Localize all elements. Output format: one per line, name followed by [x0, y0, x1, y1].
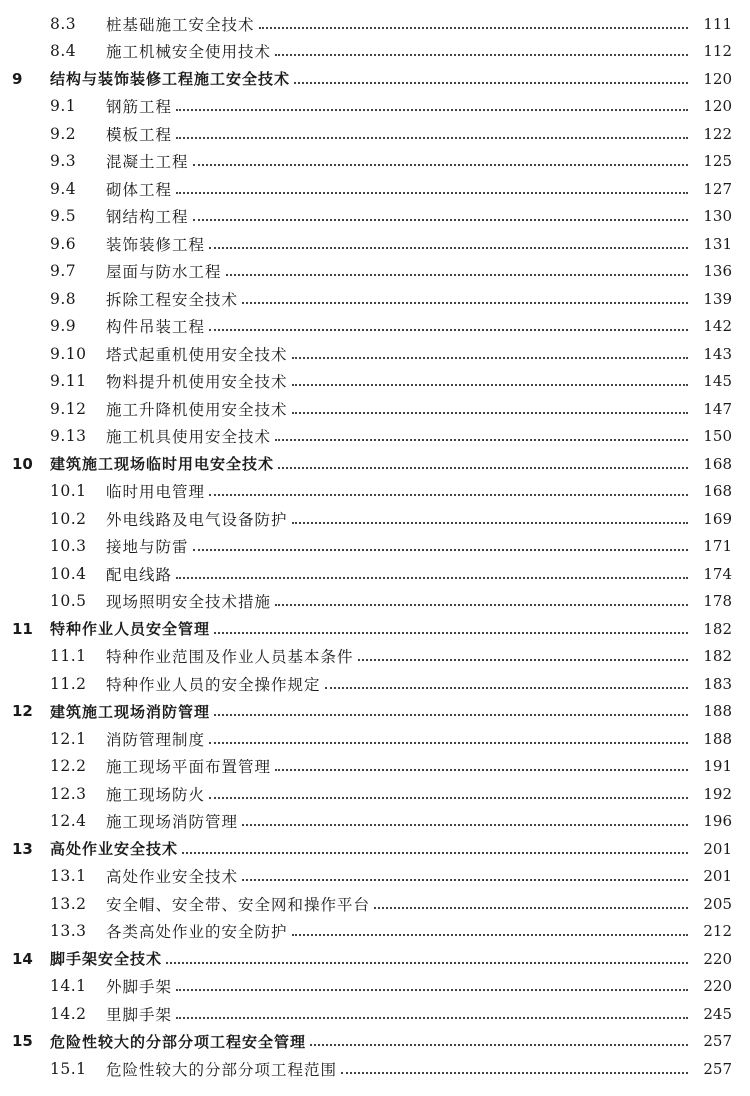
entry-page-number: 122	[703, 124, 732, 143]
entry-title: 施工机械安全使用技术	[106, 43, 272, 62]
toc-section-entry[interactable]	[0, 753, 750, 781]
entry-number: 12.3	[50, 784, 87, 803]
entry-number: 11.2	[50, 674, 87, 693]
entry-page-number: 150	[703, 427, 732, 446]
entry-page-number: 130	[703, 207, 732, 226]
entry-title: 高处作业安全技术	[106, 868, 239, 887]
entry-title: 安全帽、安全带、安全网和操作平台	[106, 895, 371, 914]
toc-section-entry[interactable]	[0, 93, 750, 121]
dot-leader	[292, 384, 688, 386]
entry-page-number: 183	[703, 674, 732, 693]
entry-number: 9.11	[50, 372, 87, 391]
entry-number: 13	[12, 839, 33, 858]
toc-section-entry[interactable]	[0, 368, 750, 396]
entry-title: 装饰装修工程	[106, 235, 206, 254]
toc-section-entry[interactable]	[0, 395, 750, 423]
entry-page-number: 112	[703, 42, 732, 61]
toc-chapter-entry[interactable]	[0, 615, 750, 643]
entry-page-number: 120	[703, 69, 732, 88]
entry-number: 14	[12, 949, 33, 968]
entry-title: 脚手架安全技术	[50, 950, 163, 969]
entry-page-number: 142	[703, 317, 732, 336]
entry-number: 9.9	[50, 317, 77, 336]
dot-leader	[292, 412, 688, 414]
entry-number: 9.3	[50, 152, 77, 171]
entry-number: 15.1	[50, 1059, 87, 1078]
toc-section-entry[interactable]	[0, 643, 750, 671]
entry-page-number: 168	[703, 454, 732, 473]
entry-page-number: 220	[703, 949, 732, 968]
toc-section-entry[interactable]	[0, 148, 750, 176]
entry-number: 9.6	[50, 234, 77, 253]
dot-leader	[310, 1044, 688, 1046]
toc-section-entry[interactable]	[0, 203, 750, 231]
dot-leader	[214, 632, 688, 634]
entry-title: 高处作业安全技术	[50, 840, 179, 859]
entry-title: 施工现场防火	[106, 785, 206, 804]
entry-number: 9	[12, 69, 23, 88]
toc-section-entry[interactable]	[0, 423, 750, 451]
entry-number: 12.2	[50, 757, 87, 776]
entry-page-number: 136	[703, 262, 732, 281]
entry-title: 外电线路及电气设备防护	[106, 510, 288, 529]
dot-leader	[176, 1017, 688, 1019]
dot-leader	[242, 879, 688, 881]
entry-number: 9.13	[50, 427, 87, 446]
dot-leader	[193, 549, 688, 551]
toc-section-entry[interactable]	[0, 1055, 750, 1083]
dot-leader	[374, 907, 688, 909]
entry-title: 施工升降机使用安全技术	[106, 400, 288, 419]
dot-leader	[358, 659, 688, 661]
entry-title: 临时用电管理	[106, 483, 206, 502]
dot-leader	[242, 302, 688, 304]
dot-leader	[182, 852, 688, 854]
entry-page-number: 143	[703, 344, 732, 363]
entry-page-number: 191	[703, 757, 732, 776]
entry-page-number: 169	[703, 509, 732, 528]
entry-number: 10.1	[50, 482, 87, 501]
dot-leader	[176, 109, 688, 111]
dot-leader	[209, 797, 688, 799]
toc-section-entry[interactable]	[0, 588, 750, 616]
toc-chapter-entry[interactable]	[0, 835, 750, 863]
entry-title: 塔式起重机使用安全技术	[106, 345, 288, 364]
entry-number: 14.1	[50, 977, 87, 996]
entry-title: 物料提升机使用安全技术	[106, 373, 288, 392]
entry-number: 10	[12, 454, 33, 473]
toc-section-entry[interactable]	[0, 10, 750, 38]
entry-title: 特种作业人员的安全操作规定	[106, 675, 321, 694]
entry-page-number: 201	[703, 839, 732, 858]
toc-section-entry[interactable]	[0, 478, 750, 506]
dot-leader	[278, 467, 688, 469]
entry-page-number: 182	[703, 619, 732, 638]
dot-leader	[325, 687, 688, 689]
entry-title: 结构与装饰装修工程施工安全技术	[50, 70, 291, 89]
entry-page-number: 196	[703, 812, 732, 831]
entry-title: 各类高处作业的安全防护	[106, 923, 288, 942]
toc-chapter-entry[interactable]	[0, 945, 750, 973]
toc-section-entry[interactable]	[0, 670, 750, 698]
entry-number: 9.2	[50, 124, 77, 143]
entry-number: 12.1	[50, 729, 87, 748]
entry-page-number: 205	[703, 894, 732, 913]
toc-chapter-entry[interactable]	[0, 1028, 750, 1056]
entry-number: 9.5	[50, 207, 77, 226]
entry-title: 屋面与防水工程	[106, 263, 222, 282]
entry-page-number: 182	[703, 647, 732, 666]
entry-page-number: 174	[703, 564, 732, 583]
entry-number: 13.1	[50, 867, 87, 886]
entry-page-number: 145	[703, 372, 732, 391]
entry-number: 15	[12, 1032, 33, 1051]
entry-page-number: 171	[703, 537, 732, 556]
dot-leader	[242, 824, 688, 826]
entry-title: 危险性较大的分部分项工程范围	[106, 1060, 338, 1079]
entry-number: 9.4	[50, 179, 77, 198]
entry-page-number: 125	[703, 152, 732, 171]
dot-leader	[209, 247, 688, 249]
entry-title: 特种作业人员安全管理	[50, 620, 211, 639]
entry-page-number: 139	[703, 289, 732, 308]
dot-leader	[193, 219, 688, 221]
entry-title: 特种作业范围及作业人员基本条件	[106, 648, 354, 667]
toc-section-entry[interactable]	[0, 725, 750, 753]
toc-section-entry[interactable]	[0, 230, 750, 258]
toc-section-entry[interactable]	[0, 890, 750, 918]
entry-page-number: 257	[703, 1032, 732, 1051]
dot-leader	[275, 54, 688, 56]
entry-page-number: 212	[703, 922, 732, 941]
dot-leader	[294, 82, 688, 84]
dot-leader	[166, 962, 688, 964]
entry-title: 桩基础施工安全技术	[106, 15, 255, 34]
dot-leader	[275, 604, 688, 606]
entry-number: 10.2	[50, 509, 87, 528]
entry-title: 构件吊装工程	[106, 318, 206, 337]
dot-leader	[193, 164, 688, 166]
entry-title: 拆除工程安全技术	[106, 290, 239, 309]
dot-leader	[176, 192, 688, 194]
entry-number: 9.1	[50, 97, 77, 116]
entry-page-number: 111	[703, 14, 732, 33]
entry-number: 12.4	[50, 812, 87, 831]
entry-title: 外脚手架	[106, 978, 173, 997]
dot-leader	[176, 577, 688, 579]
entry-title: 危险性较大的分部分项工程安全管理	[50, 1032, 307, 1051]
dot-leader	[275, 439, 688, 441]
entry-page-number: 147	[703, 399, 732, 418]
entry-page-number: 120	[703, 97, 732, 116]
entry-number: 11.1	[50, 647, 87, 666]
dot-leader	[259, 27, 688, 29]
toc-section-entry[interactable]	[0, 175, 750, 203]
toc-section-entry[interactable]	[0, 863, 750, 891]
entry-number: 12	[12, 702, 33, 721]
toc-section-entry[interactable]	[0, 313, 750, 341]
entry-page-number: 178	[703, 592, 732, 611]
entry-page-number: 127	[703, 179, 732, 198]
toc-section-entry[interactable]	[0, 1000, 750, 1028]
entry-page-number: 220	[703, 977, 732, 996]
entry-page-number: 201	[703, 867, 732, 886]
entry-number: 8.3	[50, 14, 77, 33]
entry-number: 10.5	[50, 592, 87, 611]
entry-title: 施工现场平面布置管理	[106, 758, 272, 777]
entry-title: 钢筋工程	[106, 98, 173, 117]
entry-page-number: 188	[703, 702, 732, 721]
dot-leader	[176, 989, 688, 991]
toc-section-entry[interactable]	[0, 120, 750, 148]
entry-page-number: 168	[703, 482, 732, 501]
entry-number: 11	[12, 619, 33, 638]
entry-title: 配电线路	[106, 565, 173, 584]
toc-section-entry[interactable]	[0, 973, 750, 1001]
entry-title: 砌体工程	[106, 180, 173, 199]
entry-title: 建筑施工现场临时用电安全技术	[50, 455, 275, 474]
entry-number: 9.12	[50, 399, 87, 418]
toc-section-entry[interactable]	[0, 533, 750, 561]
table-of-contents	[0, 10, 750, 1083]
toc-section-entry[interactable]	[0, 808, 750, 836]
toc-section-entry[interactable]	[0, 918, 750, 946]
entry-page-number: 192	[703, 784, 732, 803]
toc-chapter-entry[interactable]	[0, 450, 750, 478]
dot-leader	[209, 742, 688, 744]
entry-title: 混凝土工程	[106, 153, 189, 172]
toc-chapter-entry[interactable]	[0, 65, 750, 93]
toc-chapter-entry[interactable]	[0, 698, 750, 726]
toc-section-entry[interactable]	[0, 258, 750, 286]
entry-number: 9.8	[50, 289, 77, 308]
toc-section-entry[interactable]	[0, 285, 750, 313]
entry-page-number: 131	[703, 234, 732, 253]
entry-number: 9.7	[50, 262, 77, 281]
dot-leader	[226, 274, 688, 276]
entry-title: 施工现场消防管理	[106, 813, 239, 832]
dot-leader	[292, 934, 688, 936]
toc-section-entry[interactable]	[0, 780, 750, 808]
entry-title: 模板工程	[106, 125, 173, 144]
entry-title: 施工机具使用安全技术	[106, 428, 272, 447]
entry-number: 13.2	[50, 894, 87, 913]
entry-number: 14.2	[50, 1004, 87, 1023]
entry-number: 8.4	[50, 42, 77, 61]
entry-title: 里脚手架	[106, 1005, 173, 1024]
entry-number: 9.10	[50, 344, 87, 363]
toc-section-entry[interactable]	[0, 560, 750, 588]
dot-leader	[176, 137, 688, 139]
dot-leader	[341, 1072, 688, 1074]
entry-page-number: 245	[703, 1004, 732, 1023]
entry-page-number: 188	[703, 729, 732, 748]
entry-number: 10.4	[50, 564, 87, 583]
entry-title: 现场照明安全技术措施	[106, 593, 272, 612]
toc-section-entry[interactable]	[0, 340, 750, 368]
dot-leader	[214, 714, 688, 716]
entry-title: 接地与防雷	[106, 538, 189, 557]
dot-leader	[209, 329, 688, 331]
entry-title: 钢结构工程	[106, 208, 189, 227]
entry-number: 13.3	[50, 922, 87, 941]
toc-section-entry[interactable]	[0, 38, 750, 66]
dot-leader	[275, 769, 688, 771]
dot-leader	[292, 357, 688, 359]
entry-number: 10.3	[50, 537, 87, 556]
entry-title: 消防管理制度	[106, 730, 206, 749]
dot-leader	[292, 522, 688, 524]
toc-section-entry[interactable]	[0, 505, 750, 533]
entry-title: 建筑施工现场消防管理	[50, 702, 211, 721]
dot-leader	[209, 494, 688, 496]
entry-page-number: 257	[703, 1059, 732, 1078]
